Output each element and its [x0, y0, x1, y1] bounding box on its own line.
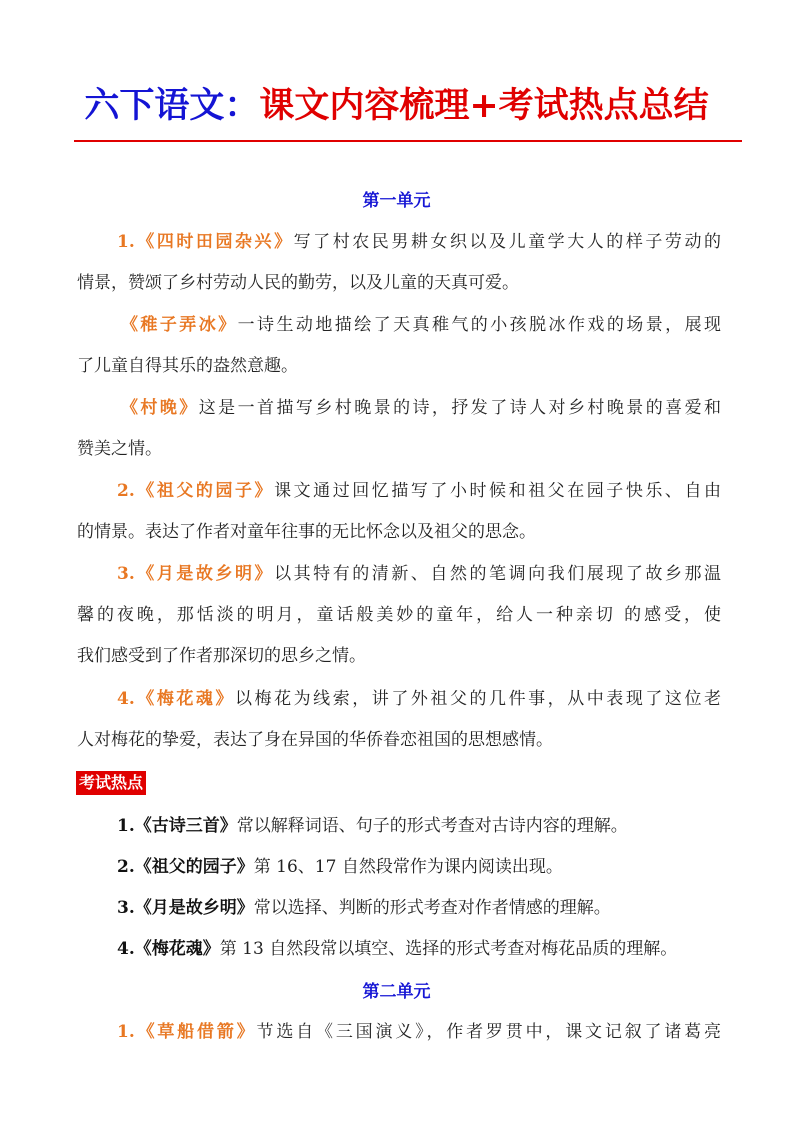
hotspot-text: 常以解释词语、句子的形式考查对古诗内容的理解。 — [236, 816, 628, 836]
hotspot-item-3 — [117, 893, 611, 923]
paragraph-text: 以梅花为线索，讲了外祖父的几件事，从中表现了这位老 — [235, 689, 721, 709]
paragraph-line — [77, 641, 721, 682]
paragraph-line — [77, 559, 721, 600]
hotspot-item-4 — [117, 934, 677, 964]
paragraph-line — [77, 600, 721, 641]
unit1-heading: 第一单元 — [362, 191, 431, 211]
unit1-paragraph-5 — [77, 559, 721, 682]
paragraph-text: 人对梅花的挚爱，表达了身在异国的华侨眷恋祖国的思想感情。 — [77, 730, 553, 750]
lesson-title: 1.《四时田园杂兴》 — [117, 232, 294, 252]
lesson-title: 《村晚》 — [121, 398, 199, 418]
lesson-title: 2.《祖父的园子》 — [117, 857, 254, 877]
lesson-title: 1.《草船借箭》 — [117, 1022, 257, 1042]
paragraph-line — [77, 725, 721, 766]
exam-hotspot-badge: 考试热点 — [76, 771, 146, 795]
unit2-paragraph-1 — [77, 1017, 721, 1058]
hotspot-item-2 — [117, 852, 563, 882]
hotspot-text: 第 13 自然段常以填空、选择的形式考查对梅花品质的理解。 — [219, 939, 678, 959]
paragraph-text: 课文通过回忆描写了小时候和祖父在园子快乐、自由 — [274, 481, 722, 501]
title-divider — [74, 140, 742, 142]
paragraph-line — [77, 1017, 721, 1058]
lesson-title: 4.《梅花魂》 — [117, 689, 235, 709]
paragraph-line — [77, 517, 721, 558]
paragraph-text: 情景，赞颂了乡村劳动人民的勤劳，以及儿童的天真可爱。 — [77, 273, 519, 293]
paragraph-line — [77, 434, 721, 475]
hotspot-text: 第 16、17 自然段常作为课内阅读出现。 — [253, 857, 563, 877]
lesson-title: 3.《月是故乡明》 — [117, 564, 275, 584]
paragraph-text: 了儿童自得其乐的盎然意趣。 — [77, 356, 298, 376]
paragraph-text: 一诗生动地描绘了天真稚气的小孩脱冰作戏的场景，展现 — [237, 315, 722, 335]
paragraph-text: 赞美之情。 — [77, 439, 162, 459]
paragraph-text: 这是一首描写乡村晚景的诗，抒发了诗人对乡村晚景的喜爱和 — [198, 398, 721, 418]
paragraph-text: 写了村农民男耕女织以及儿童学大人的样子劳动的 — [293, 232, 721, 252]
unit1-paragraph-3 — [77, 393, 721, 475]
paragraph-text: 以其特有的清新、自然的笔调向我们展现了故乡那温 — [274, 564, 722, 584]
hotspot-item-1 — [117, 811, 628, 841]
unit1-paragraph-4 — [77, 476, 721, 558]
lesson-title: 4.《梅花魂》 — [117, 939, 220, 959]
lesson-title: 1.《古诗三首》 — [117, 816, 237, 836]
paragraph-line — [77, 227, 721, 268]
hotspot-text: 常以选择、判断的形式考查对作者情感的理解。 — [253, 898, 611, 918]
title-main: 课文内容梳理+考试热点总结 — [259, 86, 709, 126]
page-title — [0, 82, 793, 130]
title-prefix: 六下语文： — [84, 86, 260, 126]
lesson-title: 3.《月是故乡明》 — [117, 898, 254, 918]
paragraph-text: 节选自《三国演义》，作者罗贯中，课文记叙了诸葛亮 — [256, 1022, 722, 1042]
paragraph-line — [77, 393, 721, 434]
unit1-paragraph-6 — [77, 684, 721, 766]
lesson-title: 2.《祖父的园子》 — [117, 481, 275, 501]
paragraph-text: 的情景。表达了作者对童年往事的无比怀念以及祖父的思念。 — [77, 522, 536, 542]
paragraph-text: 我们感受到了作者那深切的思乡之情。 — [77, 646, 366, 666]
paragraph-line — [77, 351, 721, 392]
paragraph-line — [77, 684, 721, 725]
lesson-title: 《稚子弄冰》 — [121, 315, 238, 335]
paragraph-line — [77, 310, 721, 351]
paragraph-line — [77, 268, 721, 309]
unit1-paragraph-2 — [77, 310, 721, 392]
paragraph-line — [77, 476, 721, 517]
paragraph-text: 馨的夜晚，那恬淡的明月，童话般美妙的童年，给人一种亲切 的感受，使 — [77, 605, 721, 625]
unit2-heading: 第二单元 — [362, 982, 431, 1002]
unit1-paragraph-1 — [77, 227, 721, 309]
